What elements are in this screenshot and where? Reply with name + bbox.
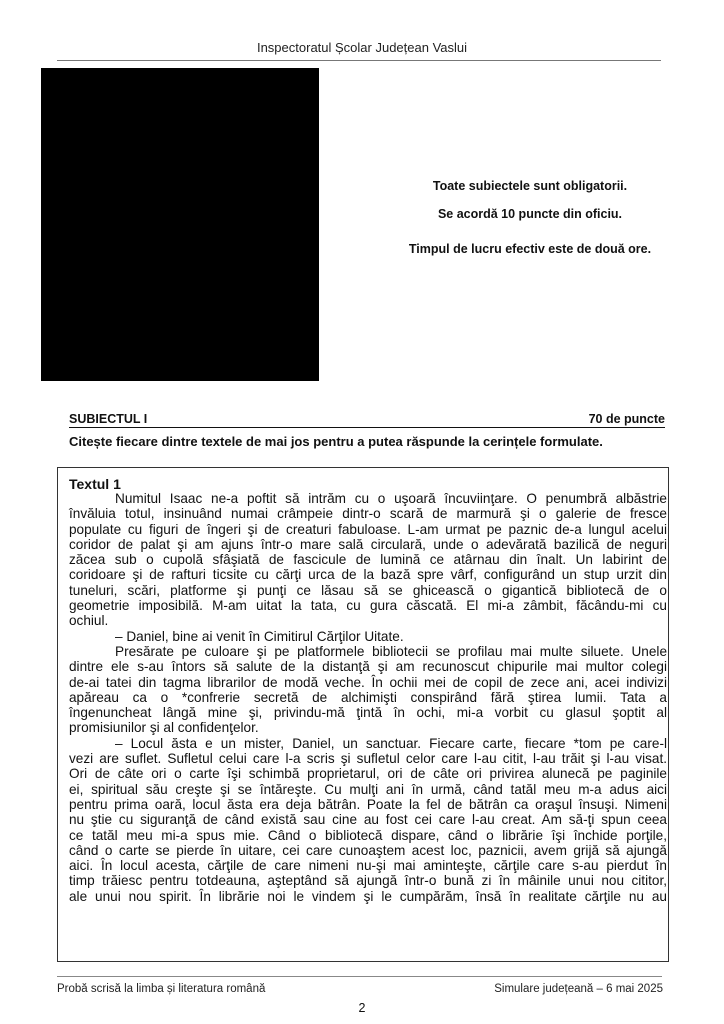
text-line: când o carte se pierde în uitare, cei care cunoaştem acest loc, paznicii, avem grijă să ajungă: [69, 842, 667, 858]
page-header: Inspectoratul Școlar Județean Vaslui: [256, 40, 468, 55]
subject-heading: [69, 412, 665, 428]
text-line: învăluia totul, insinuând numai crâmpeie dintr-o scară de marmură şi o galerie de fresce: [69, 506, 667, 522]
subject-label: SUBIECTUL I: [69, 412, 148, 426]
text-line: ei, spiritual său creşte şi se întăreşte. Cu mulţi ani în urmă, când tatăl meu m-a adus aici: [69, 781, 667, 797]
text-line: – Locul ăsta e un mister, Daniel, un sanctuar. Fiecare carte, fiecare *tom pe care-l: [115, 735, 667, 751]
subject-points: 70 de puncte: [588, 412, 665, 426]
text-line: populate cu figuri de îngeri şi de creaturi fabuloase. L-am urmat pe paznic de-a lungul acelui: [69, 521, 667, 537]
text-line: coridoare şi de rafturi ticsite cu cărţi urca de la bază spre vârf, configurând un stup urzit din: [69, 567, 667, 583]
instruction-1: Toate subiectele sunt obligatorii.: [432, 179, 628, 193]
text-line: vezi are suflet. Sufletul celui care l-a scris şi sufletul celor care l-au citit, l-au trăit şi l-au visat.: [69, 751, 667, 767]
header-divider: [57, 60, 661, 61]
text-line: ce tatăl meu mi-a spus mie. Când o bibliotecă dispare, când o librărie îşi închide porţile,: [69, 827, 667, 843]
text-title: Textul 1: [69, 476, 121, 492]
text-body: [69, 491, 667, 904]
text-line: geometrie imposibilă. M-am uitat la tata, cu gura căscată. El mi-a zâmbit, făcându-mi cu: [69, 598, 667, 614]
text-line: Ori de câte ori o carte îşi schimbă proprietarul, ori de câte ori privirea alunecă pe paginile: [69, 766, 667, 782]
text-line: timp trăiesc pentru totdeauna, aşteptând să ajungă într-o bună zi în mâinile unui nou cititor,: [69, 873, 667, 889]
text-line: promisiunilor şi al confidenţelor.: [69, 720, 259, 736]
redacted-block: [41, 68, 319, 381]
text-line: de-ai tatei din tagma librarilor de modă veche. În ochii mei de copil de zece ani, acei indivizi: [69, 674, 667, 690]
footer-left: Probă scrisă la limba și literatura română: [57, 983, 266, 995]
text-line: nu ştie cu siguranţă de când există sau cine au fost cei care l-au creat. Am să-ţi spun ceea: [69, 812, 667, 828]
text-line: pentru prima oară, locul ăsta era deja bătrân. Poate la fel de bătrân ca oraşul însuşi. Nimeni: [69, 796, 667, 812]
text-line: aici. În locul acesta, cărţile de care nimeni nu-şi mai aminteşte, cărţile care s-au pierdut în: [69, 858, 667, 874]
text-line: apăreau ca o *confrerie secretă de alchimişti conspirând fără ştirea lumii. Tata a: [69, 689, 667, 705]
text-line: Numitul Isaac ne-a poftit să intrăm cu o uşoară încuviinţare. O penumbră albăstrie: [115, 491, 667, 506]
text-line: îngenuncheat lângă mine şi, privindu-mă ţintă în ochi, mi-a vorbit cu glasul şoptit al: [69, 705, 667, 721]
instruction-3: Timpul de lucru efectiv este de două ore.: [408, 242, 652, 256]
text-line: – Daniel, bine ai venit în Cimitirul Cărţilor Uitate.: [115, 628, 404, 644]
footer-right: Simulare județeană – 6 mai 2025: [494, 983, 663, 995]
text-line: tuneluri, scări, platforme şi punţi ce lăsau să se ghicească o gigantică bibliotecă de o: [69, 582, 667, 598]
instruction-2: Se acordă 10 puncte din oficiu.: [437, 207, 623, 221]
text-line: ale unui nou spirit. În librărie noi le vindem şi le cumpărăm, însă în realitate cărţile nu au: [69, 888, 667, 904]
text-line: coridor de palat şi am ajuns într-o mare sală circulară, unde o adevărată bazilică de neguri: [69, 536, 667, 552]
subject-task: Citește fiecare dintre textele de mai jos pentru a putea răspunde la cerințele formulate.: [69, 434, 603, 449]
text-line: dintre ele s-au întors să salute de la distanţă şi am recunoscut chipurile mai multor colegi: [69, 659, 667, 675]
text-line: zăcea sub o cupolă sfâşiată de fascicule de lumină ce atârnau din înalt. Un labirint de: [69, 552, 667, 568]
footer-divider: [57, 976, 662, 977]
page-number: 2: [358, 1001, 366, 1015]
text-line: ochiul.: [69, 613, 109, 629]
text-line: Presărate pe culoare şi pe platformele bibliotecii se profilau mai multe siluete. Unele: [115, 643, 667, 659]
